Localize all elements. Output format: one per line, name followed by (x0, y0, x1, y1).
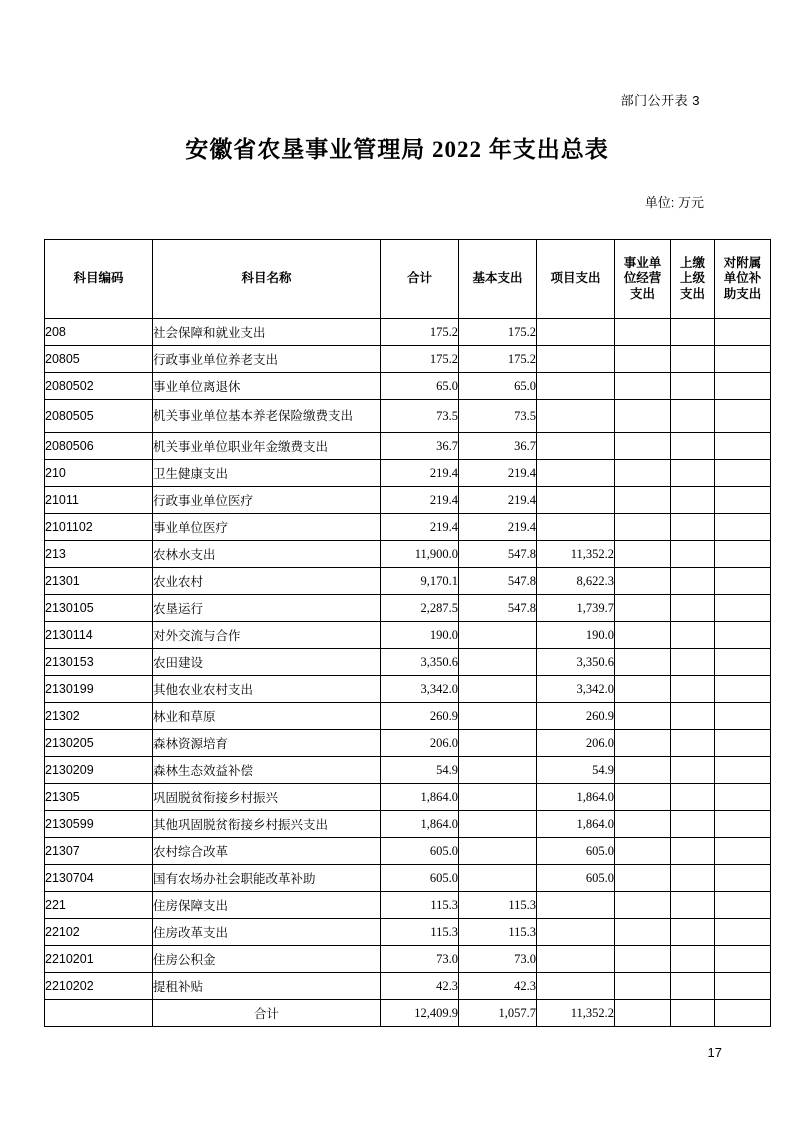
cell-code: 2130704 (45, 865, 153, 892)
cell-operating (615, 811, 671, 838)
cell-subsidy (715, 400, 771, 433)
cell-name: 社会保障和就业支出 (153, 319, 381, 346)
cell-code: 210 (45, 460, 153, 487)
cell-project: 1,864.0 (537, 811, 615, 838)
public-table-note: 部门公开表 3 (620, 93, 700, 108)
table-row (45, 541, 771, 568)
cell-upper (671, 703, 715, 730)
cell-project (537, 433, 615, 460)
cell-project (537, 892, 615, 919)
cell-upper (671, 541, 715, 568)
table-row (45, 676, 771, 703)
cell-operating (615, 676, 671, 703)
cell-code: 2130105 (45, 595, 153, 622)
table-row (45, 811, 771, 838)
cell-basic: 115.3 (459, 892, 537, 919)
cell-project (537, 460, 615, 487)
cell-name: 机关事业单位职业年金缴费支出 (153, 433, 381, 460)
cell-basic (459, 757, 537, 784)
cell-total: 1,864.0 (381, 784, 459, 811)
cell-total: 3,350.6 (381, 649, 459, 676)
unit-label: 单位: 万元 (644, 195, 704, 210)
expenditure-summary-table (44, 239, 771, 1027)
cell-upper (671, 595, 715, 622)
cell-subsidy (715, 649, 771, 676)
cell-operating (615, 919, 671, 946)
table-row (45, 487, 771, 514)
cell-basic: 42.3 (459, 973, 537, 1000)
cell-total: 36.7 (381, 433, 459, 460)
cell-total-label: 合计 (153, 1000, 381, 1027)
cell-project: 8,622.3 (537, 568, 615, 595)
cell-basic (459, 730, 537, 757)
cell-total: 219.4 (381, 514, 459, 541)
cell-project (537, 487, 615, 514)
cell-subsidy (715, 568, 771, 595)
cell-subsidy (715, 838, 771, 865)
cell-name: 住房公积金 (153, 946, 381, 973)
cell-code: 21307 (45, 838, 153, 865)
cell-upper (671, 433, 715, 460)
cell-basic (459, 811, 537, 838)
cell-operating (615, 541, 671, 568)
cell-name: 行政事业单位养老支出 (153, 346, 381, 373)
cell-code: 2130199 (45, 676, 153, 703)
cell-upper (671, 568, 715, 595)
cell-name: 对外交流与合作 (153, 622, 381, 649)
cell-project (537, 400, 615, 433)
cell-total: 115.3 (381, 892, 459, 919)
cell-name: 巩固脱贫衔接乡村振兴 (153, 784, 381, 811)
cell-operating (615, 433, 671, 460)
cell-code (45, 1000, 153, 1027)
cell-basic: 115.3 (459, 919, 537, 946)
table-row (45, 595, 771, 622)
cell-project: 3,342.0 (537, 676, 615, 703)
cell-name: 农村综合改革 (153, 838, 381, 865)
cell-code: 2130209 (45, 757, 153, 784)
cell-project: 1,864.0 (537, 784, 615, 811)
cell-upper (671, 373, 715, 400)
cell-name: 事业单位离退休 (153, 373, 381, 400)
cell-total: 260.9 (381, 703, 459, 730)
cell-name: 森林资源培育 (153, 730, 381, 757)
cell-subsidy (715, 487, 771, 514)
cell-upper (671, 811, 715, 838)
table-row (45, 568, 771, 595)
cell-operating (615, 865, 671, 892)
cell-operating (615, 400, 671, 433)
cell-operating (615, 1000, 671, 1027)
cell-total: 175.2 (381, 346, 459, 373)
table-row (45, 757, 771, 784)
cell-code: 2080506 (45, 433, 153, 460)
cell-name: 国有农场办社会职能改革补助 (153, 865, 381, 892)
cell-project: 605.0 (537, 865, 615, 892)
cell-code: 2130599 (45, 811, 153, 838)
table-total-row (45, 1000, 771, 1027)
table-row (45, 730, 771, 757)
cell-subsidy (715, 865, 771, 892)
cell-project (537, 919, 615, 946)
cell-basic: 65.0 (459, 373, 537, 400)
cell-basic (459, 676, 537, 703)
cell-subsidy (715, 373, 771, 400)
column-header-project: 项目支出 (537, 240, 615, 319)
cell-upper (671, 919, 715, 946)
table-row (45, 346, 771, 373)
cell-operating (615, 703, 671, 730)
cell-upper (671, 946, 715, 973)
cell-basic: 73.5 (459, 400, 537, 433)
cell-code: 208 (45, 319, 153, 346)
column-header-name: 科目名称 (153, 240, 381, 319)
cell-name: 其他农业农村支出 (153, 676, 381, 703)
cell-subsidy (715, 757, 771, 784)
cell-subsidy (715, 892, 771, 919)
cell-name: 事业单位医疗 (153, 514, 381, 541)
cell-name: 住房保障支出 (153, 892, 381, 919)
cell-subsidy (715, 595, 771, 622)
cell-code: 22102 (45, 919, 153, 946)
cell-operating (615, 568, 671, 595)
cell-basic: 175.2 (459, 346, 537, 373)
cell-operating (615, 892, 671, 919)
cell-operating (615, 514, 671, 541)
cell-total: 3,342.0 (381, 676, 459, 703)
cell-total: 73.5 (381, 400, 459, 433)
cell-upper (671, 757, 715, 784)
cell-total: 54.9 (381, 757, 459, 784)
cell-basic: 175.2 (459, 319, 537, 346)
cell-code: 221 (45, 892, 153, 919)
cell-total: 1,864.0 (381, 811, 459, 838)
table-body (45, 319, 771, 1027)
cell-upper (671, 487, 715, 514)
cell-code: 2101102 (45, 514, 153, 541)
column-header-upper: 上缴上级支出 (671, 240, 715, 319)
cell-project: 11,352.2 (537, 541, 615, 568)
cell-subsidy (715, 676, 771, 703)
cell-project (537, 319, 615, 346)
cell-subsidy (715, 622, 771, 649)
table-header-row (45, 240, 771, 319)
cell-subsidy (715, 919, 771, 946)
table-row (45, 460, 771, 487)
cell-total: 219.4 (381, 460, 459, 487)
cell-project: 206.0 (537, 730, 615, 757)
cell-operating (615, 346, 671, 373)
cell-total: 219.4 (381, 487, 459, 514)
cell-code: 21301 (45, 568, 153, 595)
cell-total: 9,170.1 (381, 568, 459, 595)
cell-subsidy (715, 541, 771, 568)
cell-total: 206.0 (381, 730, 459, 757)
cell-name: 林业和草原 (153, 703, 381, 730)
cell-upper (671, 400, 715, 433)
cell-name: 其他巩固脱贫衔接乡村振兴支出 (153, 811, 381, 838)
cell-operating (615, 973, 671, 1000)
cell-operating (615, 460, 671, 487)
cell-basic (459, 784, 537, 811)
cell-name: 卫生健康支出 (153, 460, 381, 487)
cell-upper (671, 865, 715, 892)
cell-operating (615, 319, 671, 346)
cell-subsidy (715, 973, 771, 1000)
cell-subsidy (715, 946, 771, 973)
cell-basic: 547.8 (459, 541, 537, 568)
cell-basic (459, 622, 537, 649)
cell-upper (671, 676, 715, 703)
cell-project (537, 514, 615, 541)
cell-total: 605.0 (381, 838, 459, 865)
cell-basic (459, 649, 537, 676)
cell-code: 2130114 (45, 622, 153, 649)
cell-project (537, 946, 615, 973)
cell-project (537, 373, 615, 400)
table-row (45, 622, 771, 649)
cell-basic: 219.4 (459, 514, 537, 541)
cell-subsidy (715, 319, 771, 346)
cell-upper (671, 730, 715, 757)
cell-project: 190.0 (537, 622, 615, 649)
cell-total: 11,900.0 (381, 541, 459, 568)
table-row (45, 649, 771, 676)
cell-subsidy (715, 1000, 771, 1027)
table-row (45, 892, 771, 919)
cell-total: 605.0 (381, 865, 459, 892)
cell-project (537, 346, 615, 373)
table-row (45, 433, 771, 460)
table-row (45, 703, 771, 730)
cell-project (537, 973, 615, 1000)
cell-upper (671, 460, 715, 487)
cell-basic: 36.7 (459, 433, 537, 460)
cell-subsidy (715, 346, 771, 373)
table-row (45, 946, 771, 973)
cell-upper (671, 649, 715, 676)
cell-upper (671, 622, 715, 649)
cell-operating (615, 784, 671, 811)
cell-project: 260.9 (537, 703, 615, 730)
cell-name: 农田建设 (153, 649, 381, 676)
cell-subsidy (715, 433, 771, 460)
table-row (45, 319, 771, 346)
cell-basic: 547.8 (459, 568, 537, 595)
cell-subsidy (715, 460, 771, 487)
cell-name: 森林生态效益补偿 (153, 757, 381, 784)
cell-project: 11,352.2 (537, 1000, 615, 1027)
cell-subsidy (715, 784, 771, 811)
cell-upper (671, 838, 715, 865)
column-header-operating: 事业单位经营支出 (615, 240, 671, 319)
table-row (45, 373, 771, 400)
cell-code: 2080502 (45, 373, 153, 400)
cell-upper (671, 784, 715, 811)
cell-total: 65.0 (381, 373, 459, 400)
cell-code: 2130153 (45, 649, 153, 676)
cell-subsidy (715, 730, 771, 757)
cell-code: 2210201 (45, 946, 153, 973)
column-header-code: 科目编码 (45, 240, 153, 319)
cell-project: 54.9 (537, 757, 615, 784)
cell-operating (615, 838, 671, 865)
table-row (45, 973, 771, 1000)
cell-upper (671, 1000, 715, 1027)
cell-name: 提租补贴 (153, 973, 381, 1000)
cell-operating (615, 757, 671, 784)
cell-operating (615, 730, 671, 757)
cell-operating (615, 649, 671, 676)
table-row (45, 514, 771, 541)
table-row (45, 838, 771, 865)
page-number: 17 (707, 1045, 722, 1060)
cell-basic: 73.0 (459, 946, 537, 973)
cell-code: 2210202 (45, 973, 153, 1000)
cell-project: 3,350.6 (537, 649, 615, 676)
cell-basic (459, 865, 537, 892)
cell-basic (459, 838, 537, 865)
cell-code: 21011 (45, 487, 153, 514)
table-row (45, 865, 771, 892)
page-title: 安徽省农垦事业管理局 2022 年支出总表 (185, 137, 609, 162)
cell-total: 73.0 (381, 946, 459, 973)
cell-name: 农垦运行 (153, 595, 381, 622)
cell-name: 农林水支出 (153, 541, 381, 568)
cell-operating (615, 946, 671, 973)
column-header-subsidy: 对附属单位补助支出 (715, 240, 771, 319)
cell-total: 42.3 (381, 973, 459, 1000)
cell-code: 213 (45, 541, 153, 568)
cell-name: 机关事业单位基本养老保险缴费支出 (153, 400, 381, 433)
cell-upper (671, 514, 715, 541)
column-header-total: 合计 (381, 240, 459, 319)
cell-operating (615, 595, 671, 622)
cell-name: 行政事业单位医疗 (153, 487, 381, 514)
table-row (45, 784, 771, 811)
cell-total: 12,409.9 (381, 1000, 459, 1027)
table-row (45, 400, 771, 433)
cell-total: 175.2 (381, 319, 459, 346)
cell-code: 21305 (45, 784, 153, 811)
cell-total: 2,287.5 (381, 595, 459, 622)
cell-subsidy (715, 811, 771, 838)
cell-basic: 1,057.7 (459, 1000, 537, 1027)
cell-operating (615, 487, 671, 514)
cell-code: 2080505 (45, 400, 153, 433)
cell-basic (459, 703, 537, 730)
cell-code: 2130205 (45, 730, 153, 757)
cell-upper (671, 973, 715, 1000)
cell-operating (615, 373, 671, 400)
cell-subsidy (715, 514, 771, 541)
cell-operating (615, 622, 671, 649)
cell-total: 115.3 (381, 919, 459, 946)
cell-basic: 219.4 (459, 487, 537, 514)
cell-project: 1,739.7 (537, 595, 615, 622)
column-header-basic: 基本支出 (459, 240, 537, 319)
table-row (45, 919, 771, 946)
cell-code: 21302 (45, 703, 153, 730)
cell-name: 住房改革支出 (153, 919, 381, 946)
cell-name: 农业农村 (153, 568, 381, 595)
cell-upper (671, 346, 715, 373)
cell-basic: 547.8 (459, 595, 537, 622)
cell-total: 190.0 (381, 622, 459, 649)
cell-code: 20805 (45, 346, 153, 373)
cell-upper (671, 319, 715, 346)
cell-project: 605.0 (537, 838, 615, 865)
cell-upper (671, 892, 715, 919)
cell-basic: 219.4 (459, 460, 537, 487)
cell-subsidy (715, 703, 771, 730)
